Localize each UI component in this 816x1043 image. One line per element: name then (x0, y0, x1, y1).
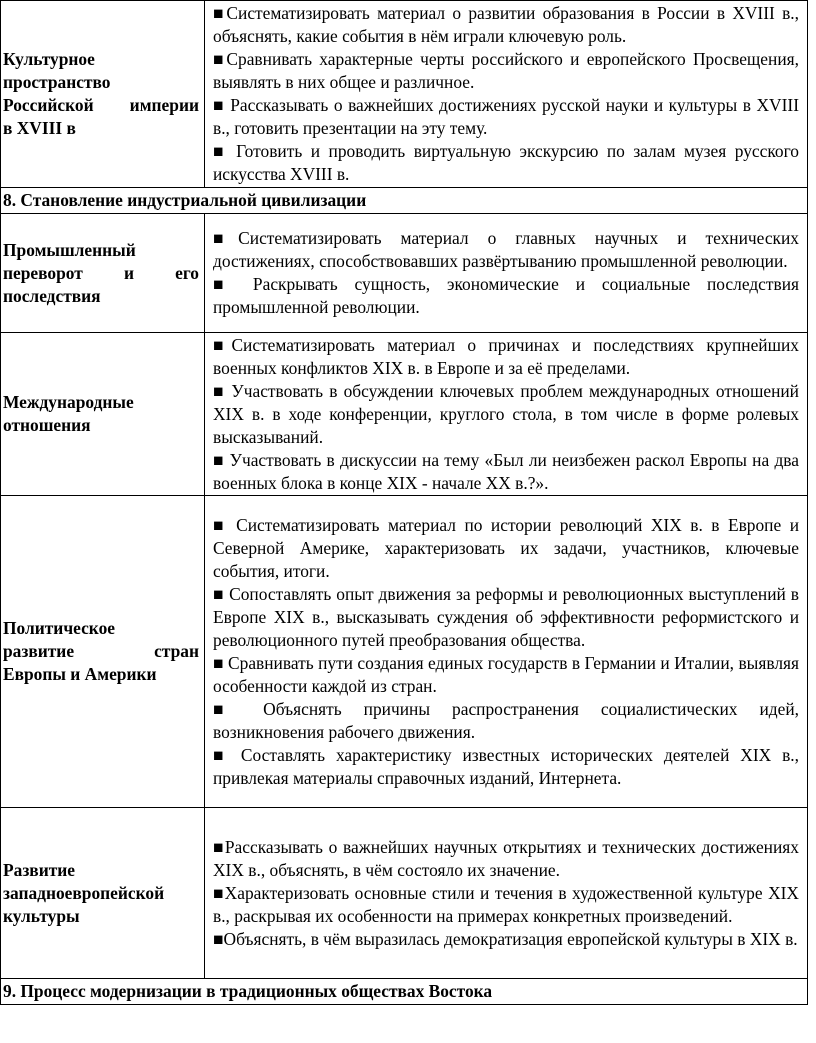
activity-item: ■ Участвовать в обсуждении ключевых проблем международных отношений XIX в. в ходе конференции, круглого стола, в том числе в форме ролевых высказываний. (213, 380, 799, 447)
activity-item: ■ Объяснять причины распространения социалистических идей, возникновения рабочего движения. (213, 698, 799, 742)
activities-cell (205, 333, 808, 496)
table-row (1, 1, 808, 188)
activity-item: ■ Систематизировать материал по истории революций XIX в. в Европе и Северной Америке, характеризовать их задачи, участников, ключевые события, итоги. (213, 514, 799, 581)
activities-cell (205, 808, 808, 979)
table-row (1, 496, 808, 808)
activity-item: ■Сравнивать характерные черты российского и европейского Просвещения, выявлять в них общее и различное. (213, 49, 799, 92)
activities-cell (205, 1, 808, 188)
activity-item: ■ Готовить и проводить виртуальную экскурсию по залам музея русского искусства XVIII в. (213, 141, 799, 184)
activity-item: ■ Участвовать в дискуссии на тему «Был ли неизбежен раскол Европы на два военных блока в конце XIX - начале XX в.?». (213, 449, 799, 493)
activities-cell (205, 496, 808, 808)
section-row (1, 188, 808, 214)
activity-item: ■Систематизировать материал о развитии образования в России в XVIII в., объяснять, какие события в нём играли ключевую роль. (213, 3, 799, 46)
activity-item: ■Систематизировать материал о причинах и последствиях крупнейших военных конфликтов XIX в. в Европе и за её пределами. (213, 334, 799, 378)
activities-cell (205, 214, 808, 333)
activity-item: ■ Раскрывать сущность, экономические и социальные последствия промышленной революции. (213, 274, 799, 317)
section-row (1, 979, 808, 1005)
activity-item: ■ Рассказывать о важнейших достижениях русской науки и культуры в XVIII в., готовить презентации на эту тему. (213, 95, 799, 138)
activity-item: ■Систематизировать материал о главных научных и технических достижениях, способствовавших развёртыванию промышленной революции. (213, 228, 799, 271)
topic-cell: Промышленный переворот и его последствия (1, 214, 205, 333)
activity-item: ■ Сравнивать пути создания единых государств в Германии и Италии, выявляя особенности каждой из стран. (213, 652, 799, 696)
activity-item: ■Рассказывать о важнейших научных открытиях и технических достижениях XIX в., объяснять, в чём состояло их значение. (213, 836, 799, 880)
table-row (1, 214, 808, 333)
activity-item: ■ Составлять характеристику известных исторических деятелей XIX в., привлекая материалы справочных изданий, Интернета. (213, 744, 799, 788)
table-row (1, 808, 808, 979)
activity-item: ■Объяснять, в чём выразилась демократизация европейской культуры в XIX в. (213, 928, 798, 949)
section-heading: 8. Становление индустриальной цивилизации (1, 188, 808, 214)
table-row (1, 333, 808, 496)
topic-cell: Политическое развитие стран Европы и Америки (1, 496, 205, 808)
topic-cell: Международные отношения (1, 333, 205, 496)
topic-cell: Культурное пространство Российской империи в XVIII в (1, 1, 205, 188)
activity-item: ■ Сопоставлять опыт движения за реформы и революционных выступлений в Европе XIX в., высказывать суждения об эффективности реформистского и революционного путей преобразования общества. (213, 583, 799, 650)
section-heading: 9. Процесс модернизации в традиционных обществах Востока (1, 979, 808, 1005)
topic-cell: Развитие западноевропейской культуры (1, 808, 205, 979)
activity-item: ■Характеризовать основные стили и течения в художественной культуре XIX в., раскрывая их особенности на примерах конкретных произведений. (213, 882, 799, 926)
